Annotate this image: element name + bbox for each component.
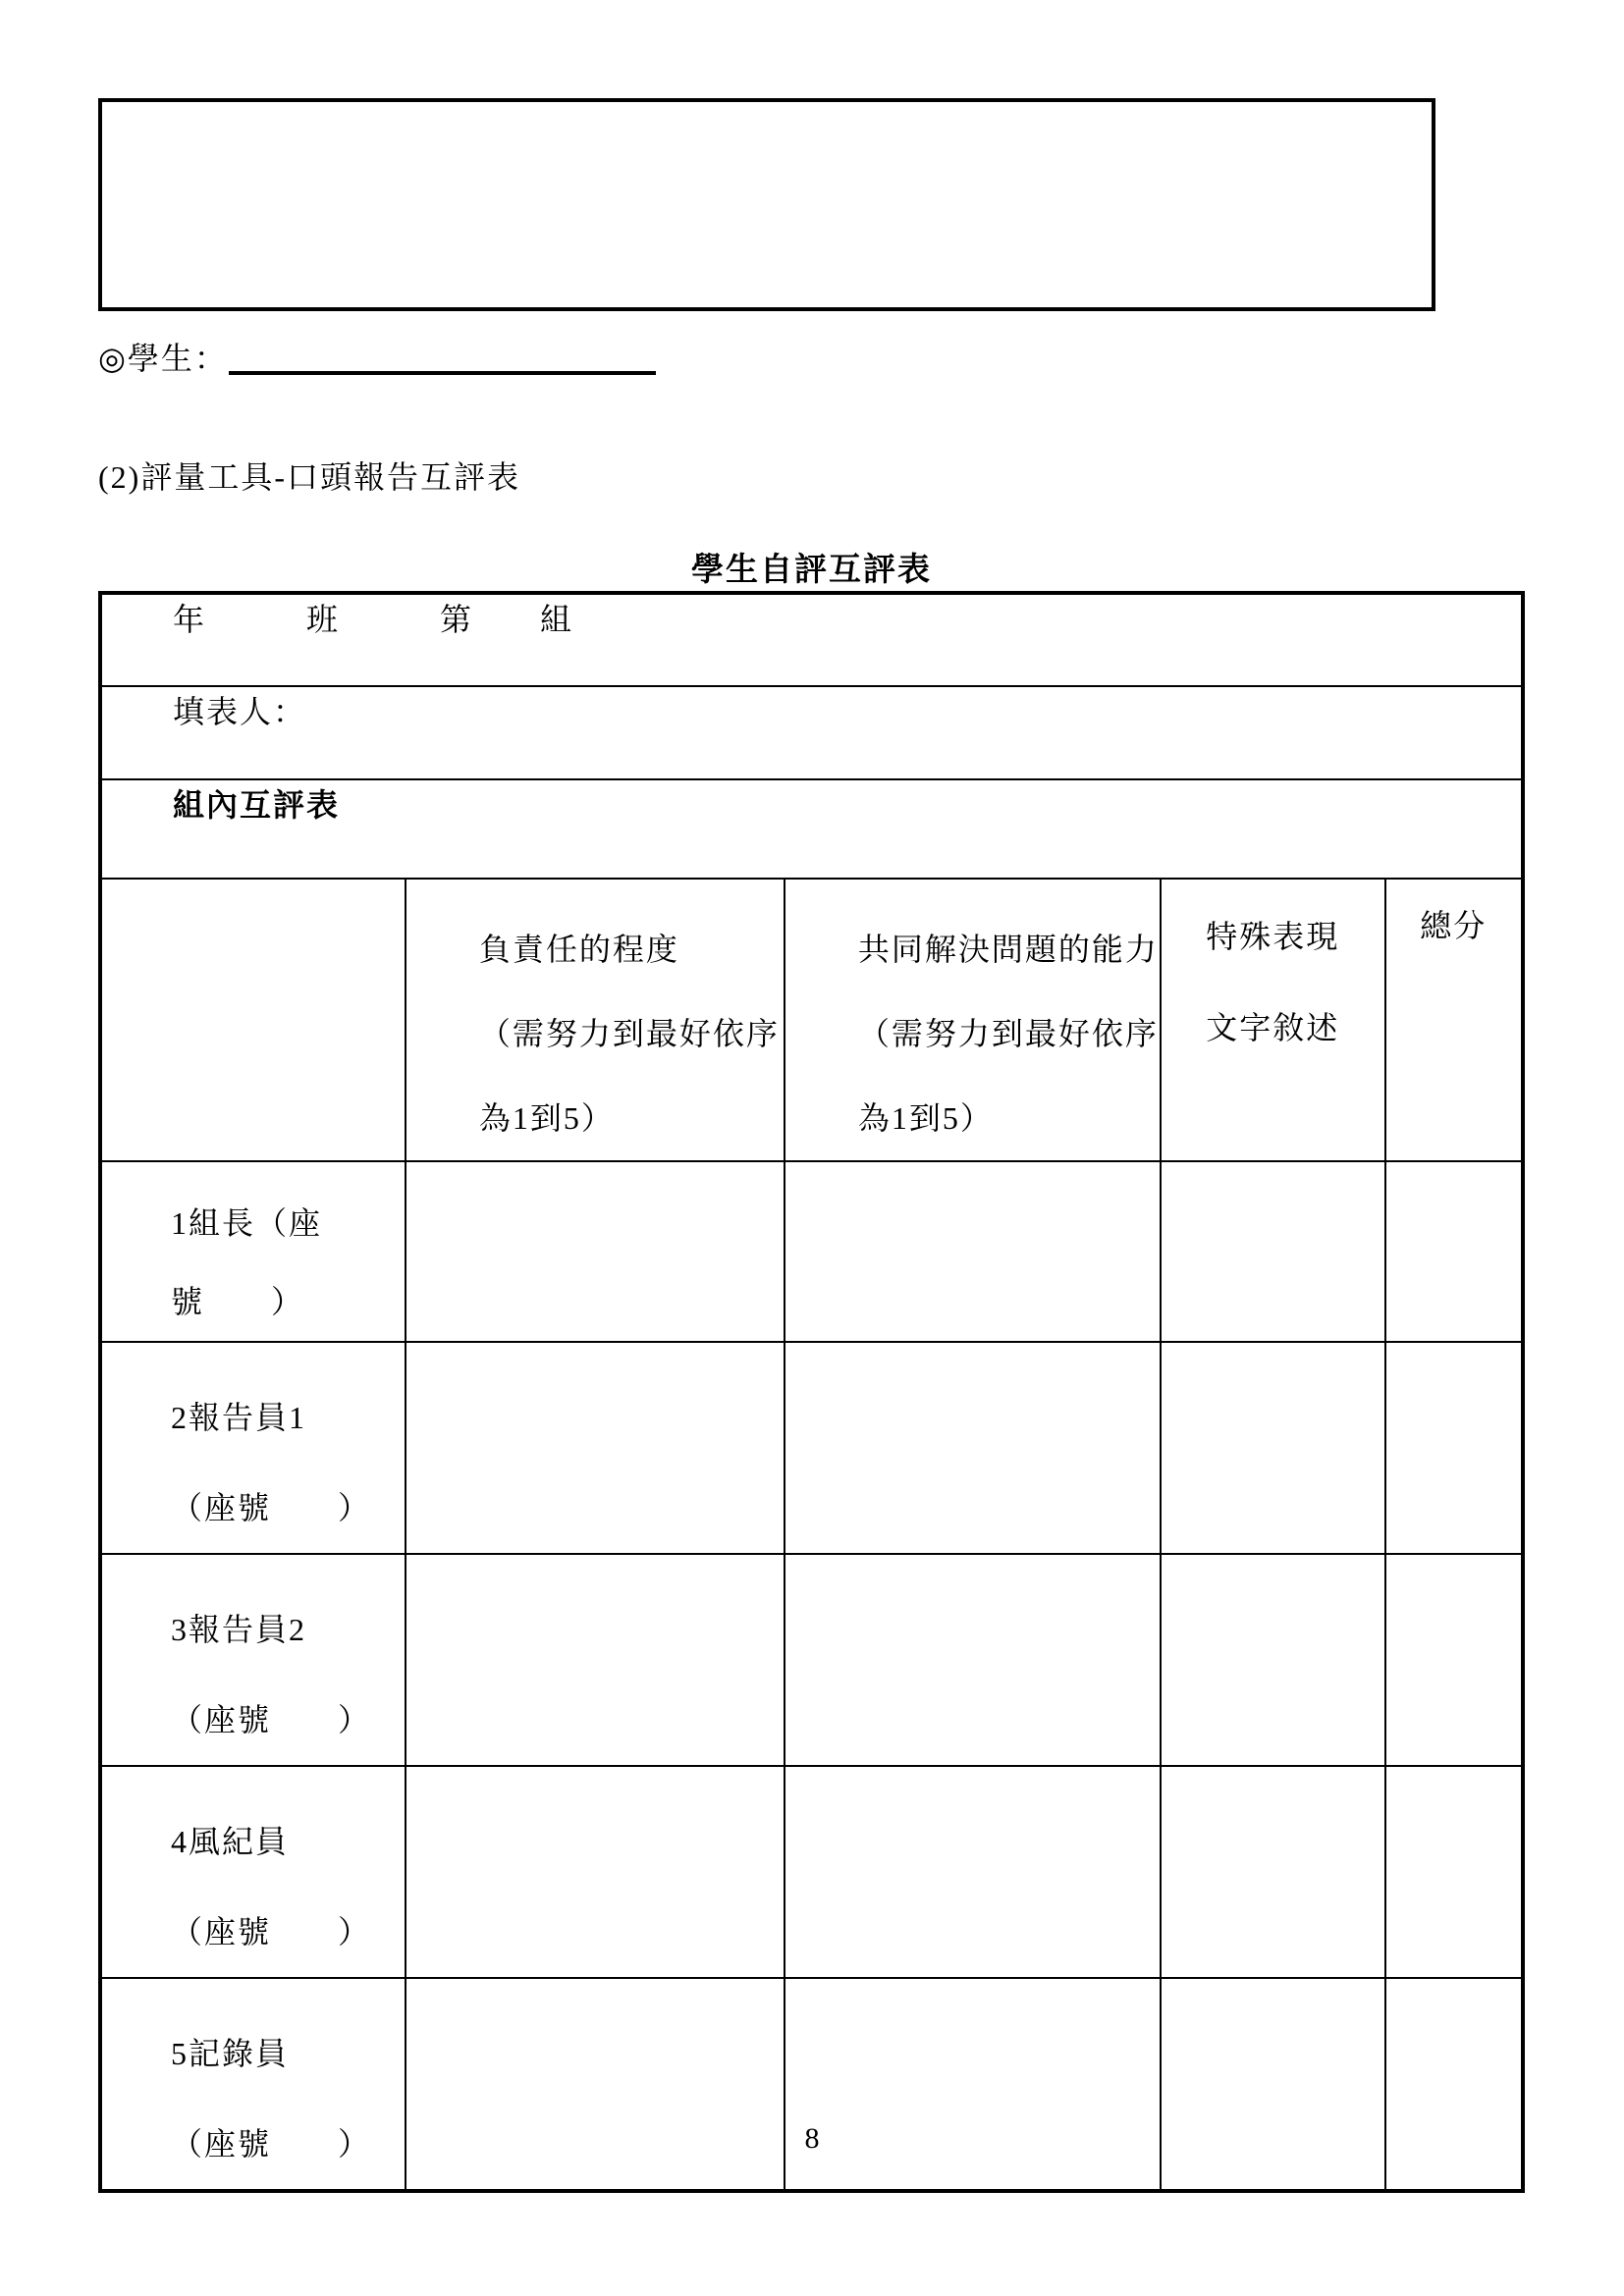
year-class-text: 年 班 第 組 (173, 602, 574, 637)
table-header-row (100, 879, 1523, 1161)
header-total-score-label: 總分 (1420, 908, 1488, 943)
score-cell-empty (1161, 1978, 1385, 2191)
form-filler-row (100, 686, 1523, 779)
section-heading: (2)評量工具-口頭報告互評表 (98, 459, 520, 495)
member-label-line1: 2報告員1 (171, 1400, 307, 1435)
member-label-line2: （座號 ） (171, 2126, 372, 2162)
header-special-performance-cell (1161, 879, 1385, 1161)
member-label-line2: 號 ） (171, 1284, 305, 1319)
member-label-line1: 4風紀員 (171, 1824, 290, 1859)
member-label-cell (100, 1161, 406, 1342)
header-problem-solving-line1: 共同解決問題的能力 (857, 932, 1159, 967)
intra-group-cell (100, 779, 1523, 879)
header-problem-solving-cell (785, 879, 1161, 1161)
score-cell-empty (1385, 1342, 1523, 1554)
member-label-line2: （座號 ） (171, 1914, 372, 1949)
evaluation-table (98, 591, 1525, 2193)
score-cell-empty (1385, 1978, 1523, 2191)
header-total-score-cell (1385, 879, 1523, 1161)
member-label-line2: （座號 ） (171, 1702, 372, 1737)
score-cell-empty (785, 1554, 1161, 1766)
member-row-discipline (100, 1766, 1523, 1978)
score-cell-empty (1385, 1766, 1523, 1978)
form-filler-cell (100, 686, 1523, 779)
header-problem-solving-line2: （需努力到最好依序 (857, 1016, 1159, 1051)
member-label-line2: （座號 ） (171, 1490, 372, 1525)
header-problem-solving-line3: 為1到5） (857, 1100, 994, 1136)
score-cell-empty (1161, 1161, 1385, 1342)
form-filler-label: 填表人： (173, 694, 307, 729)
student-label: ◎學生： (98, 341, 228, 376)
member-row-leader (100, 1161, 1523, 1342)
header-responsibility-cell (406, 879, 785, 1161)
score-cell-empty (406, 1554, 785, 1766)
empty-notes-box (98, 98, 1435, 311)
score-cell-empty (1161, 1766, 1385, 1978)
page-number: 8 (804, 2122, 820, 2155)
member-label-cell (100, 1978, 406, 2191)
header-responsibility-line1: 負責任的程度 (478, 932, 679, 967)
member-label-line1: 5記錄員 (171, 2036, 290, 2071)
score-cell-empty (406, 1342, 785, 1554)
page-title: 學生自評互評表 (691, 553, 932, 588)
year-class-cell (100, 593, 1523, 686)
score-cell-empty (406, 1766, 785, 1978)
intra-group-row (100, 779, 1523, 879)
member-label-cell (100, 1342, 406, 1554)
member-label-cell (100, 1766, 406, 1978)
score-cell-empty (785, 1766, 1161, 1978)
score-cell-empty (1385, 1554, 1523, 1766)
score-cell-empty (785, 1342, 1161, 1554)
member-row-reporter1 (100, 1342, 1523, 1554)
score-cell-empty (406, 1978, 785, 2191)
member-label-line1: 3報告員2 (171, 1612, 307, 1647)
header-special-performance-line1: 特殊表現 (1206, 919, 1340, 954)
score-cell-empty (406, 1161, 785, 1342)
score-cell-empty (1161, 1342, 1385, 1554)
student-fill-in-blank-line (229, 371, 656, 375)
header-responsibility-line3: 為1到5） (478, 1100, 615, 1136)
member-row-reporter2 (100, 1554, 1523, 1766)
header-special-performance-line2: 文字敘述 (1206, 1010, 1340, 1045)
member-row-recorder (100, 1978, 1523, 2191)
member-label-line1: 1組長（座 (171, 1205, 323, 1241)
intra-group-label: 組內互評表 (173, 787, 341, 823)
score-cell-empty (785, 1161, 1161, 1342)
header-member-blank-cell (100, 879, 406, 1161)
member-label-cell (100, 1554, 406, 1766)
score-cell-empty (1161, 1554, 1385, 1766)
header-responsibility-line2: （需努力到最好依序 (478, 1016, 780, 1051)
year-class-row (100, 593, 1523, 686)
score-cell-empty (785, 1978, 1161, 2191)
score-cell-empty (1385, 1161, 1523, 1342)
